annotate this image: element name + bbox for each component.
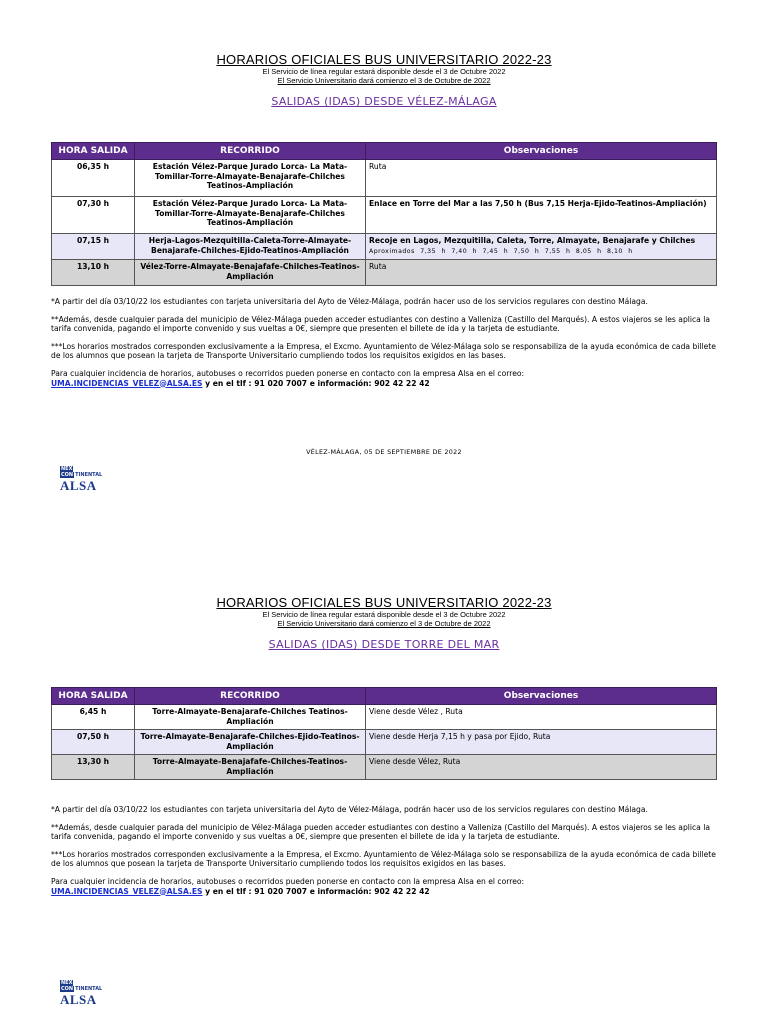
note-universitaria: *A partir del día 03/10/22 los estudiantes con tarjeta universitaria del Ayto de Vélez-Málaga, podrán hacer uso de los servicios regulares con destino Málaga. [51,805,648,814]
note-universitaria: *A partir del día 03/10/22 los estudiantes con tarjeta universitaria del Ayto de Vélez-Málaga, podrán hacer uso de los servicios regulares con destino Málaga. [51,297,648,306]
column-header-observaciones: Observaciones [366,688,717,705]
observaciones-cell: Viene desde Herja 7,15 h y pasa por Ejido, Ruta [366,730,717,755]
column-header-recorrido: RECORRIDO [135,143,366,160]
recorrido-cell: Estación Vélez-Parque Jurado Lorca- La Mata-Tomillar-Torre-Almayate-Benajarafe-Chilches Teatinos-Ampliación [135,197,366,234]
hora-cell: 07,30 h [52,197,135,234]
phone-info: y en el tlf : 91 020 7007 e información: 902 42 22 42 [202,378,430,388]
table-row [52,160,717,197]
service-start-note: El Servicio Universitario dará comienzo el 3 de Octubre de 2022 [277,619,491,628]
observaciones-cell: Enlace en Torre del Mar a las 7,50 h (Bus 7,15 Herja-Ejido-Teatinos-Ampliación) [366,197,717,234]
pickup-stops: Recoje en Lagos, Mezquitilla, Caleta, Torre, Almayate, Benajarafe y Chilches [369,236,696,245]
schedule-table-2 [51,687,717,780]
logo-alsa-text: ALSA [60,478,97,493]
table-row [52,260,717,286]
recorrido-cell: Estación Vélez-Parque Jurado Lorca- La Mata-Tomillar-Torre-Almayate-Benajarafe-Chilches Teatinos-Ampliación [135,160,366,197]
observaciones-cell: Viene desde Vélez , Ruta [366,705,717,730]
document-title: HORARIOS OFICIALES BUS UNIVERSITARIO 2022-23 [216,595,552,610]
note-valleniza: **Además, desde cualquier parada del municipio de Vélez-Málaga pueden acceder estudiantes con destino a Valleniza (Castillo del Marqués). A estos viajeros se les aplica la tarifa convenida, pagando el importe convenido y sus vueltas a 0€, siempre que presenten el billete de ida y la tarjeta de estudiante. [51,314,710,334]
document-date: VÉLEZ-MÁLAGA, 05 DE SEPTIEMBRE DE 2022 [306,448,462,456]
table-header-row [52,688,717,705]
alsa-logo [60,466,120,493]
contact-text: Para cualquier incidencia de horarios, autobuses o recorridos pueden ponerse en contacto con la empresa Alsa en el correo: [51,876,525,886]
hora-cell: 13,10 h [52,260,135,286]
schedule-table-1 [51,142,717,286]
recorrido-cell: Torre-Almayate-Benajarafe-Chilches-Ejido-Teatinos-Ampliación [135,730,366,755]
table-header-row [52,143,717,160]
alsa-logo [60,980,120,1007]
service-line-note: El Servicio de línea regular estará disponible desde el 3 de Octubre 2022 [262,67,506,76]
table-row [52,755,717,780]
email-link[interactable]: UMA.INCIDENCIAS_VELEZ@ALSA.ES [51,378,203,388]
observaciones-cell: Ruta [366,160,717,197]
table-row [52,705,717,730]
recorrido-cell: Vélez-Torre-Almayate-Benajafafe-Chilches-Teatinos-Ampliación [135,260,366,286]
column-header-recorrido: RECORRIDO [135,688,366,705]
column-header-hora: HORA SALIDA [52,143,135,160]
observaciones-cell: Viene desde Vélez, Ruta [366,755,717,780]
logo-nex-text: NEX [61,466,73,472]
note-responsabilidad: ***Los horarios mostrados corresponden exclusivamente a la Empresa, el Excmo. Ayuntamiento de Vélez-Málaga solo se responsabiliza de la ayuda económica de cada billete de los alumnos que posean la tarjeta de Transporte Universitario cumpliendo todos los requisitos exigidos en las bases. [51,849,716,869]
logo-tinental-text: TINENTAL [75,472,103,478]
phone-info: y en el tlf : 91 020 7007 e información: 902 42 22 42 [202,886,430,896]
hora-cell: 13,30 h [52,755,135,780]
section-heading: SALIDAS (IDAS) DESDE TORRE DEL MAR [268,638,500,651]
service-start-note: El Servicio Universitario dará comienzo el 3 de Octubre de 2022 [277,76,491,85]
hora-cell: 6,45 h [52,705,135,730]
hora-cell: 07,15 h [52,234,135,260]
table-row [52,730,717,755]
document-title: HORARIOS OFICIALES BUS UNIVERSITARIO 2022-23 [216,52,552,67]
observaciones-cell [366,234,717,260]
recorrido-cell: Herja-Lagos-Mezquitilla-Caleta-Torre-Almayate-Benajarafe-Chilches-Ejido-Teatinos-Ampliación [135,234,366,260]
header-block-1 [0,52,768,108]
logo-con-text: CON [61,472,74,478]
email-link[interactable]: UMA.INCIDENCIAS_VELEZ@ALSA.ES [51,886,203,896]
recorrido-cell: Torre-Almayate-Benajafafe-Chilches-Teatinos-Ampliación [135,755,366,780]
logo-con-text: CON [61,986,74,992]
notes-block-1 [51,297,717,396]
note-responsabilidad: ***Los horarios mostrados corresponden exclusivamente a la Empresa, el Excmo. Ayuntamiento de Vélez-Málaga solo se responsabiliza de la ayuda económica de cada billete de los alumnos que posean la tarjeta de Transporte Universitario cumpliendo todos los requisitos exigidos en las bases. [51,341,716,361]
header-block-2 [0,595,768,651]
recorrido-cell: Torre-Almayate-Benajarafe-Chilches Teatinos-Ampliación [135,705,366,730]
approximate-times: Aproximados 7,35 h 7,40 h 7,45 h 7,50 h 7,55 h 8,05 h 8,10 h [369,247,633,255]
column-header-observaciones: Observaciones [366,143,717,160]
column-header-hora: HORA SALIDA [52,688,135,705]
hora-cell: 07,50 h [52,730,135,755]
contact-paragraph [51,369,717,388]
observaciones-cell: Ruta [366,260,717,286]
note-valleniza: **Además, desde cualquier parada del municipio de Vélez-Málaga pueden acceder estudiantes con destino a Valleniza (Castillo del Marqués). A estos viajeros se les aplica la tarifa convenida, pagando el importe convenido y sus vueltas a 0€, siempre que presenten el billete de ida y la tarjeta de estudiante. [51,822,710,842]
logo-nex-text: NEX [61,980,73,986]
logo-tinental-text: TINENTAL [75,986,103,992]
contact-paragraph [51,877,717,896]
contact-text: Para cualquier incidencia de horarios, autobuses o recorridos pueden ponerse en contacto con la empresa Alsa en el correo: [51,368,525,378]
table-row [52,234,717,260]
notes-block-2 [51,805,717,904]
hora-cell: 06,35 h [52,160,135,197]
table-row [52,197,717,234]
section-heading: SALIDAS (IDAS) DESDE VÉLEZ-MÁLAGA [271,95,497,108]
service-line-note: El Servicio de línea regular estará disponible desde el 3 de Octubre 2022 [262,610,506,619]
logo-alsa-text: ALSA [60,992,97,1007]
